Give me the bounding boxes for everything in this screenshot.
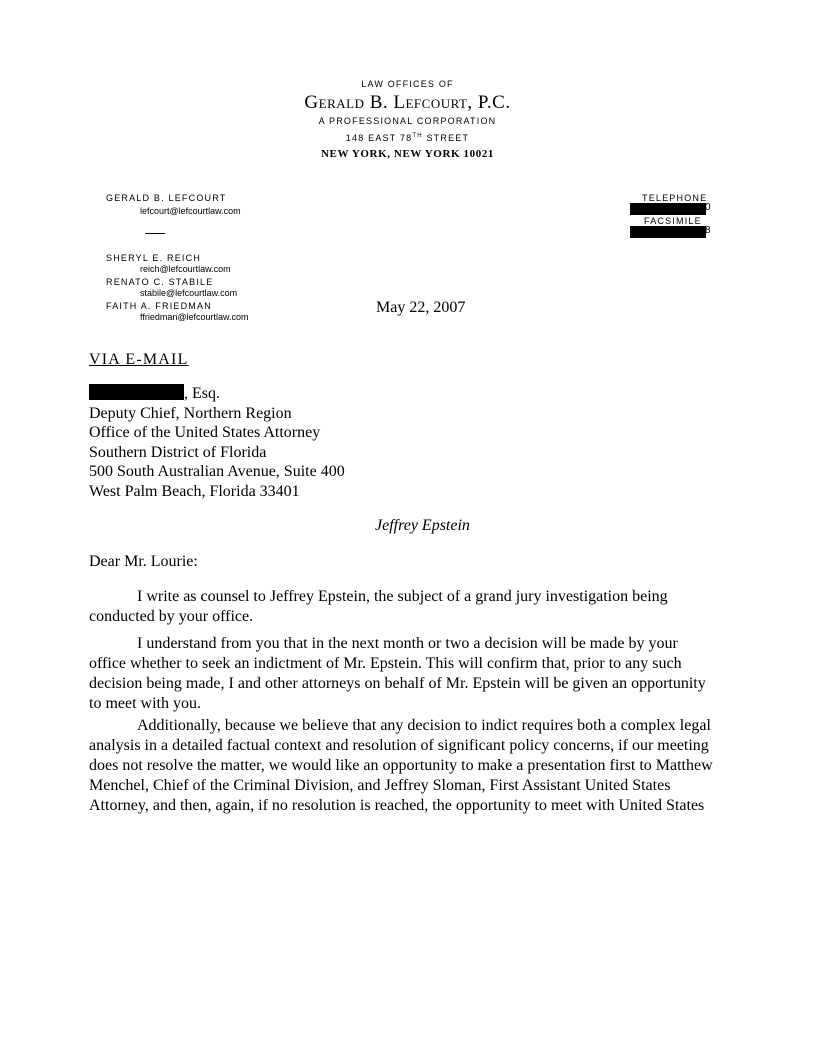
delivery-method: VIA E-MAIL xyxy=(89,351,189,368)
street-suffix: TH xyxy=(412,133,423,139)
p1-line-2: conducted by your office. xyxy=(89,608,254,625)
law-offices-of: LAW OFFICES OF xyxy=(361,79,454,89)
professional-corporation: A PROFESSIONAL CORPORATION xyxy=(318,116,497,126)
recipient-office: Office of the United States Attorney xyxy=(89,424,321,441)
attorney-email-4: ffriedman@lefcourtlaw.com xyxy=(140,312,249,322)
paragraph-2 xyxy=(89,634,729,714)
p1-line-1: I write as counsel to Jeffrey Epstein, the subject of a grand jury investigation being xyxy=(137,588,668,605)
recipient-address xyxy=(89,384,345,501)
p3-line-1: Additionally, because we believe that any decision to indict requires both a complex legal xyxy=(137,717,711,734)
p3-line-3: does not resolve the matter, we would like an opportunity to make a presentation first to Matthew xyxy=(89,757,713,774)
p3-line-4: Menchel, Chief of the Criminal Division, and Jeffrey Sloman, First Assistant United States xyxy=(89,777,671,794)
paragraph-3 xyxy=(89,716,729,816)
recipient-city: West Palm Beach, Florida 33401 xyxy=(89,482,300,500)
recipient-name-redaction xyxy=(89,384,184,400)
attorney-name-3: RENATO C. STABILE xyxy=(106,277,214,287)
p2-line-1: I understand from you that in the next month or two a decision will be made by your xyxy=(137,635,678,652)
paragraph-1 xyxy=(89,587,729,627)
attorney-name-2: SHERYL E. REICH xyxy=(106,253,202,263)
firm-name: Gerald B. Lefcourt, P.C. xyxy=(304,92,511,113)
recipient-title: Deputy Chief, Northern Region xyxy=(89,404,292,422)
city-state: NEW YORK, NEW YORK 10021 xyxy=(321,148,494,160)
street-address xyxy=(0,133,815,143)
p2-line-3: decision being made, I and other attorneys on behalf of Mr. Epstein will be given an opportunity xyxy=(89,675,706,692)
telephone-tail: 0 xyxy=(705,202,711,213)
p3-line-5: Attorney, and then, again, if no resolution is reached, the opportunity to meet with United States xyxy=(89,797,705,814)
recipient-name-line xyxy=(89,384,345,404)
attorney-email-3: stabile@lefcourtlaw.com xyxy=(140,288,238,298)
attorney-name-4: FAITH A. FRIEDMAN xyxy=(106,301,212,311)
re-line: Jeffrey Epstein xyxy=(375,517,470,534)
p2-line-2: office whether to seek an indictment of Mr. Epstein. This will confirm that, prior to any such xyxy=(89,655,682,672)
attorney-name-1: GERALD B. LEFCOURT xyxy=(106,193,227,203)
p3-line-2: analysis in a detailed factual context and resolution of significant policy concerns, if our meeting xyxy=(89,737,709,754)
facsimile-tail: 8 xyxy=(705,225,711,236)
recipient-street: 500 South Australian Avenue, Suite 400 xyxy=(89,463,345,480)
street-number: 148 EAST 78 xyxy=(345,133,413,143)
p2-line-4: to meet with you. xyxy=(89,695,201,712)
letter-date: May 22, 2007 xyxy=(376,299,466,316)
facsimile-label: FACSIMILE xyxy=(644,216,702,226)
recipient-district: Southern District of Florida xyxy=(89,443,267,461)
recipient-suffix: , Esq. xyxy=(184,385,220,402)
street-name: STREET xyxy=(426,133,470,143)
attorney-email-2: reich@lefcourtlaw.com xyxy=(140,264,231,274)
attorney-email-1: lefcourt@lefcourtlaw.com xyxy=(140,206,241,216)
salutation: Dear Mr. Lourie: xyxy=(89,553,198,570)
facsimile-redaction xyxy=(630,226,706,238)
telephone-label: TELEPHONE xyxy=(642,193,708,203)
divider xyxy=(145,233,165,234)
telephone-redaction xyxy=(630,203,706,215)
